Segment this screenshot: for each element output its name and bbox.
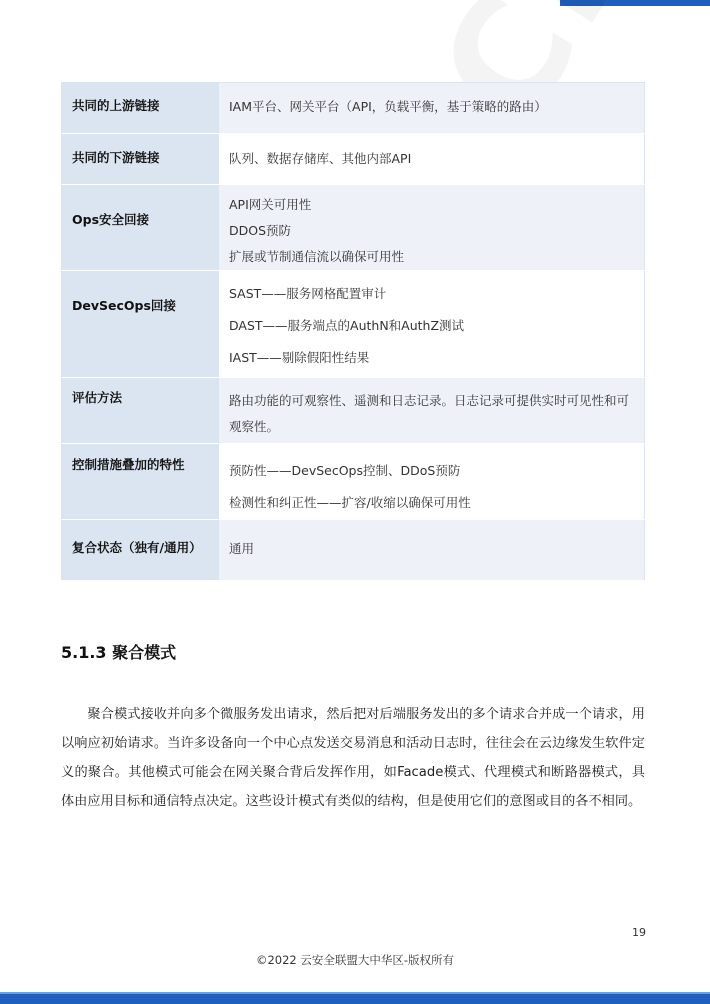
table-row — [62, 520, 645, 581]
footer-accent-bar — [0, 994, 710, 1004]
row-value-line: DDOS预防 — [229, 223, 292, 238]
row-value-line: 扩展或节制通信流以确保可用性 — [229, 249, 405, 264]
table-row — [62, 444, 645, 520]
row-label: 复合状态（独有/通用） — [62, 520, 219, 581]
section-heading: 5.1.3 聚合模式 — [61, 643, 177, 662]
row-value-line: IAST——剔除假阳性结果 — [229, 350, 370, 365]
row-value-line: 路由功能的可观察性、遥测和日志记录。日志记录可提供实时可见性和可观察性。 — [229, 393, 630, 434]
row-value-line: API网关可用性 — [229, 197, 312, 212]
body-paragraph: 聚合模式接收并向多个微服务发出请求，然后把对后端服务发出的多个请求合并成一个请求，用以响应初始请求。当许多设备向一个中心点发送交易消息和活动日志时，往往会在云边缘发生软件定义的聚合。其他模式可能会在网关聚合背后发挥作用，如Facade模式、代理模式和断路器模式，具体由应用目标和通信特点决定。这些设计模式有类似的结构，但是使用它们的意图或目的各不相同。 — [61, 707, 645, 809]
table-row — [62, 83, 645, 134]
table-row — [62, 134, 645, 185]
row-value — [219, 83, 645, 134]
row-value — [219, 271, 645, 378]
row-label: 共同的上游链接 — [62, 83, 219, 134]
row-value — [219, 520, 645, 581]
row-value-line: SAST——服务网格配置审计 — [229, 286, 387, 301]
row-label: DevSecOps回接 — [62, 271, 219, 378]
row-value-line: DAST——服务端点的AuthN和AuthZ测试 — [229, 318, 465, 333]
row-label: 控制措施叠加的特性 — [62, 444, 219, 520]
row-label: 评估方法 — [62, 378, 219, 444]
row-value — [219, 134, 645, 185]
pattern-attribute-table — [61, 82, 645, 581]
row-value — [219, 444, 645, 520]
row-value — [219, 378, 645, 444]
table-row — [62, 185, 645, 271]
row-value-line: 预防性——DevSecOps控制、DDoS预防 — [229, 463, 461, 478]
row-value-line: 检测性和纠正性——扩容/收缩以确保可用性 — [229, 495, 471, 510]
page-number: 19 — [632, 926, 646, 939]
row-value-line: IAM平台、网关平台（API，负载平衡，基于策略的路由） — [229, 99, 547, 114]
row-label: 共同的下游链接 — [62, 134, 219, 185]
row-value — [219, 185, 645, 271]
footer-copyright: ©2022 云安全联盟大中华区-版权所有 — [255, 953, 455, 967]
table-row — [62, 271, 645, 378]
table-row — [62, 378, 645, 444]
row-value-line: 队列、数据存储库、其他内部API — [229, 151, 412, 166]
row-value-line: 通用 — [229, 541, 255, 556]
row-label: Ops安全回接 — [62, 185, 219, 271]
